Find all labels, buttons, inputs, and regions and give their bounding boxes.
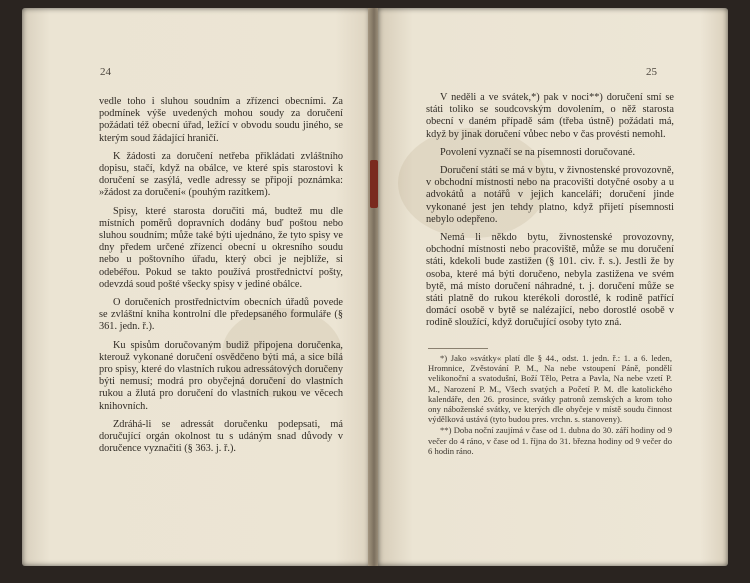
left-page-body (99, 96, 343, 461)
right-page-number: 25 (646, 66, 657, 78)
right-paragraph: V neděli a ve svátek,*) pak v noci**) doručení smí se státi toliko se soudcovským dovolením, o něž starosta obecní v daném případě sám (třeba ústně) požádati má, když by jinak doručení vůbec nebo v čas provésti nemohl. (426, 92, 674, 140)
footnote: *) Jako »svátky« platí dle § 44., odst. 1. jedn. ř.: 1. a 6. leden, Hromnice, Zvěstování P. M., Na nebe vstoupení Páně, pondělí velikonoční a svatodušní, Boží Tělo, Petra a Pavla, Na nebe vzetí P. M., Narození P. M., Všech svatých a Početí P. M. dle katolického kalendáře, den 26. prosince, svátky patronů zemských a krom toho ony náboženské svátky, ve kterých dle obyčeje v místě soudu činnost výdělková ustává (tyto budou pres. vrchn. s. stanoveny). (428, 353, 672, 425)
left-page (22, 8, 370, 566)
footnote: **) Doba noční zaujímá v čase od 1. dubna do 30. září hodiny od 9 večer do 4 ráno, v čase od 1. října do 31. března hodiny od 9 večer do 6 hodin ráno. (428, 425, 672, 456)
right-page-body (426, 92, 674, 336)
left-paragraph: O doručeních prostřednictvím obecních úřadů povede se zvláštní kniha kontrolní dle předepsaného formuláře (§ 361. jedn. ř.). (99, 297, 343, 333)
right-paragraph: Nemá li někdo bytu, živnostenské provozovny, obchodní místnosti nebo pracoviště, může se mu doručení státi, kdekoli bude zastižen (§ 101. civ. ř. s.). Jestli že by osoba, které má býti doručeno, nebyla zastižena ve svém bytě, má místo doručení náhradné, t. j. doručení může se státi platně do rukou kterékoli dorostlé, k rodině patřící domácí osobě v bytě se nalézající, nebo dorostlé osobě v rodině sloužící, když doručující osoby tyto zná. (426, 232, 674, 329)
left-paragraph: Spisy, které starosta doručiti má, budtež mu dle místních poměrů dopravních dodány buď poštou nebo sluhou soudním; může také býti ujednáno, že tyto spisy ve dny předem určené zřízenci obecní u okresního soudu nebo u poštovního úřadu, který obci je nejblíže, si odebéřou. Pokud se takto používá prostřednictví pošty, odevzdá soud pošté všecky spisy v jediné obálce. (99, 205, 343, 290)
footnotes (428, 353, 672, 457)
right-paragraph: Povolení vyznačí se na písemnosti doručované. (440, 146, 636, 158)
footnote-rule (428, 348, 488, 349)
left-page-number: 24 (100, 66, 111, 78)
left-paragraph: Ku spisům doručovaným budiž připojena doručenka, kterouž vykonané doručení osvědčeno býti má, a sice bílá pro spisy, které do vlastních rukou adressátových doručeny býti nemusí; modrá pro obyčejná doručení do vlastních rukou a žlutá pro doručení do vlastních rukou ve věcech knihovních. (99, 339, 343, 412)
right-page (378, 8, 728, 566)
bookmark-ribbon (370, 160, 378, 208)
left-paragraph: vedle toho i sluhou soudním a zřízenci obecními. Za podmínek výše uvedených mohou soudy za doručení požádati též obecní úřad, ležící v obvodu soudu jiného, se kterým soud žádající hraničí. (99, 96, 343, 144)
right-paragraph: Doručení státi se má v bytu, v živnostenské provozovně, v obchodní místnosti nebo na pracovišti dotyčné osoby a u advokátů a notářů v jejich kanceláři; doručení jinde vykonané jest jen tehdy platno, když přijetí písemnosti nebylo odepřeno. (426, 165, 674, 225)
left-paragraph: K žádosti za doručení netřeba přikládati zvláštního dopisu, stačí, když na obálce, ve které spis starostovi k doručení se zasýlá, vedle adressy se připojí poznámka: »žádost za doručení« (pouhým razítkem). (99, 150, 343, 199)
left-paragraph: Zdráhá-li se adressát doručenku podepsati, má doručující orgán okolnost tu s udáným snad důvody v doručence vyznačiti (§ 363. j. ř.). (99, 418, 343, 455)
